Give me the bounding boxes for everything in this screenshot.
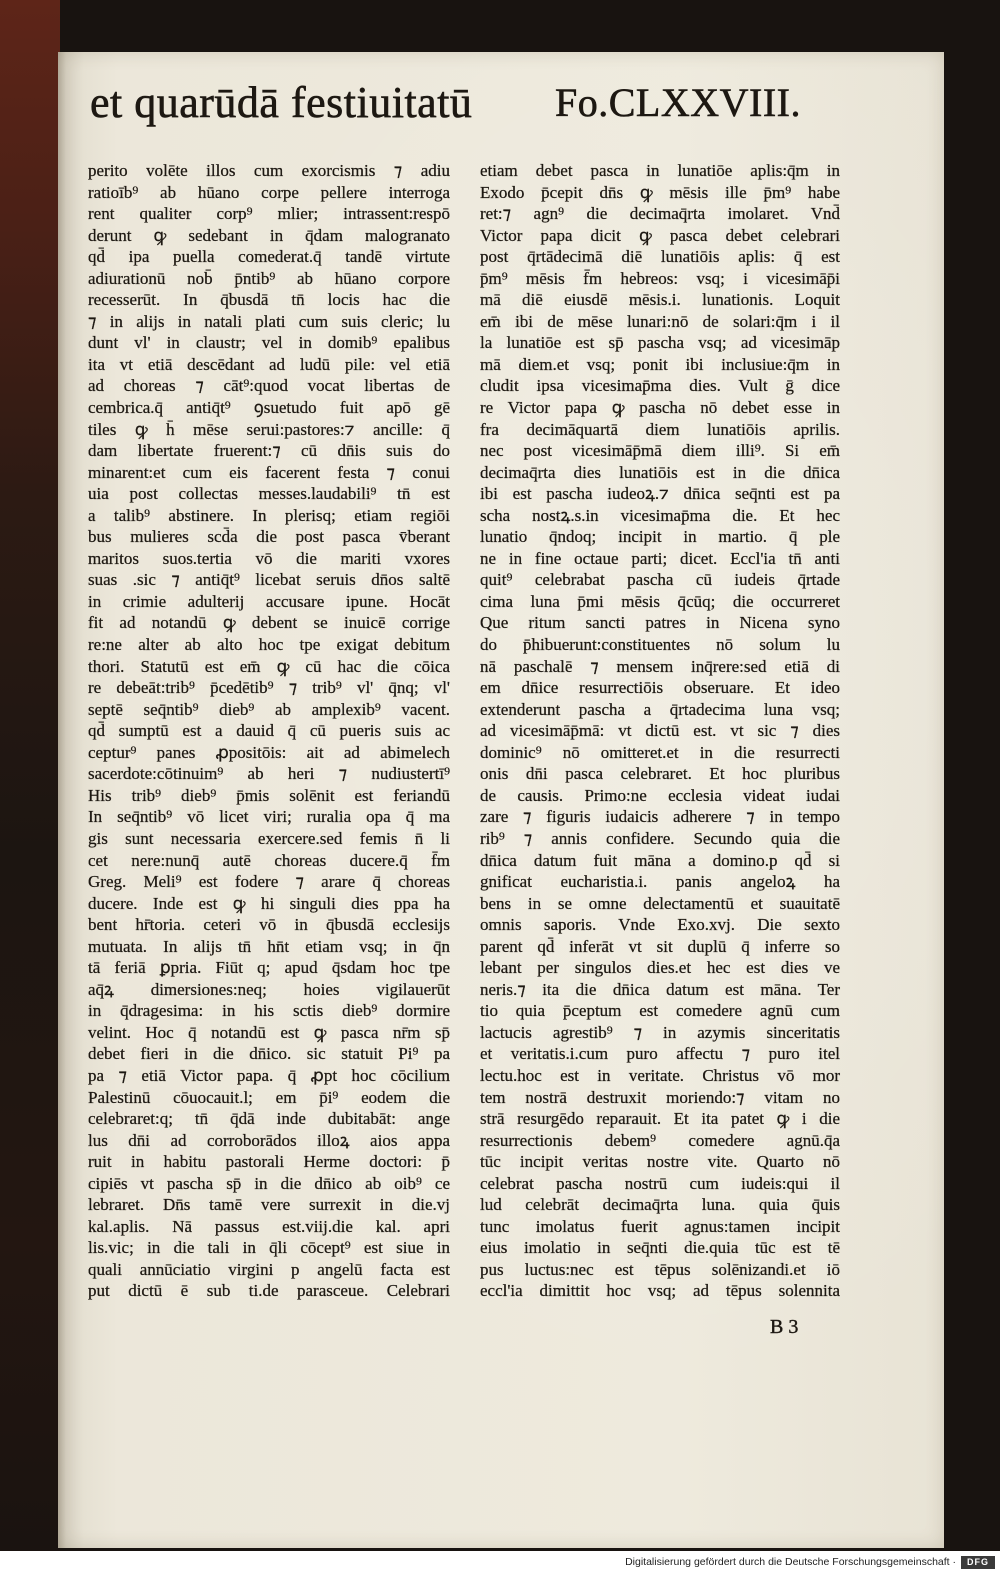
text-line: maritos suos.tertia vō die mariti vxores [88,548,450,568]
text-line: neris.⁊ ita die dn̄ica datum est māna. Ter [480,979,840,999]
text-line: re Victor papa ꝙ pascha nō debet esse in [480,398,840,418]
text-line: dunt vl' in claustr; vel in domib⁹ epalibus [88,333,450,353]
footer-credit: Digitalisierung gefördert durch die Deutsche Forschungsgemeinschaft · [625,1556,956,1568]
text-column-right [480,160,840,1302]
text-line: eccl'ia dimittit hoc vsq; ad tēpus solennita [480,1281,840,1301]
text-line: tunc imolatus fuerit agnus:tamen incipit [480,1216,840,1236]
text-line: p̄m⁹ mēsis f̄m hebreos: vsq; i vicesimāp̄i [480,268,840,288]
text-line: ruit in habitu pastorali Herme doctori: p̄ [88,1152,450,1172]
text-line: strā resurgēdo reparauit. Et ita patet ꝙ i die [480,1109,840,1129]
text-line: dominic⁹ nō omitteret.et in die resurrecti [480,742,840,762]
text-line: do p̄hibuerunt:constituentes nō solum lu [480,635,840,655]
text-line: ad vicesimāp̄mā: vt dictū est. vt sic ⁊ dies [480,721,840,741]
text-line: Exodo p̄cepit dn̄s ꝙ mēsis ille p̄m⁹ habe [480,182,840,202]
text-line: suas .sic ⁊ antiq̄t⁹ licebat seruis dn̄os saltē [88,570,450,590]
text-line: tem nostrā destruxit moriendo:⁊ vitam no [480,1087,840,1107]
text-line: scha nostꝝ.s.in vicesimap̄ma die. Et hec [480,505,840,525]
text-line: de causis. Primo:ne ecclesia videat iudai [480,785,840,805]
text-line: re debeāt:trib⁹ p̄cedētib⁹ ⁊ trib⁹ vl' q̄nq; vl' [88,678,450,698]
text-line: extenderunt pascha a q̄rtadecima luna vsq; [480,699,840,719]
text-line: thori. Statutū est em̄ ꝙ cū hac die cōica [88,656,450,676]
text-line: cima luna p̄mi mēsis q̄cūq; die occurreret [480,591,840,611]
text-line: cembrica.q̄ antiq̄t⁹ ꝯsuetudo fuit apō gē [88,398,450,418]
book-page [58,52,944,1548]
text-line: mutuata. In alijs tn̄ hn̄t etiam vsq; in q̄n [88,936,450,956]
text-line: celebraret:q; tn̄ q̄dā inde dubitabāt: ange [88,1109,450,1129]
text-line: His trib⁹ dieb⁹ p̄mis solēnit est feriandū [88,785,450,805]
text-line: Victor papa dicit ꝙ pasca debet celebrari [480,225,840,245]
text-line: Palestinū cōuocauit.l; em p̄i⁹ eodem die [88,1087,450,1107]
text-line: lud celebrāt decimaq̄rta luna. quia q̄uis [480,1195,840,1215]
text-line: dn̄ica datum fuit māna a domino.p qd̄ si [480,850,840,870]
text-line: qd̄ ipa puella comederat.q̄ tandē virtute [88,247,450,267]
text-line: septē seq̄ntib⁹ dieb⁹ ab amplexib⁹ vacent. [88,699,450,719]
text-line: quali annūciatio virgini p angelū facta est [88,1259,450,1279]
text-line: etiam debet pasca in lunatiōe aplis:q̄m in [480,161,840,180]
text-line: a talib⁹ abstinere. In plerisq; etiam regiōi [88,505,450,525]
text-line: omnis saporis. Vnde Exo.xvj. Die sexto [480,915,840,935]
text-line: velint. Hoc q̄ notandū est ꝙ pasca nr̄m sp̄ [88,1022,450,1042]
text-line: bus mulieres scd̄a die post pasca v̄berant [88,527,450,547]
text-line: minarent:et cum eis facerent festa ⁊ conui [88,462,450,482]
text-line: post q̄rtādecimā diē lunatiōis aplis: q̄ est [480,247,840,267]
text-line: in q̄dragesima: in his sctis dieb⁹ dormire [88,1001,450,1021]
text-line: In seq̄ntib⁹ vō licet viri; ruralia opa q̄ ma [88,807,450,827]
text-line: adiurationū nob̄ p̄ntib⁹ ab hūano corpore [88,268,450,288]
text-line: derunt ꝙ sedebant in q̄dam malogranato [88,225,450,245]
text-column-left [88,160,450,1302]
text-line: re:ne alter ab alto hoc tpe exigat debitum [88,635,450,655]
text-line: zare ⁊ figuris iudaicis adherere ⁊ in tempo [480,807,840,827]
text-line: uia post collectas messes.laudabili⁹ tn̄ est [88,484,450,504]
text-line: lactucis agrestib⁹ ⁊ in azymis sinceritatis [480,1022,840,1042]
text-line: lectu.hoc est in veritate. Christus vō mor [480,1065,840,1085]
text-line: lebraret. Dn̄s tamē vere surrexit in die.vj [88,1195,450,1215]
book-binding-edge [0,0,60,1551]
text-line: lus dn̄i ad corroborādos illoꝝ aios appa [88,1130,450,1150]
text-line: lebant per singulos dies.et hec est dies ve [480,958,840,978]
text-line: parent qd̄ inferāt vt sit duplū q̄ inferre so [480,936,840,956]
text-line: tā feriā ꝑpria. Fiūt q; apud q̄sdam hoc tpe [88,958,450,978]
text-line: et veritatis.i.cum puro affectu ⁊ puro itel [480,1044,840,1064]
text-line: tio quia p̄ceptum est comedere agnū cum [480,1001,840,1021]
text-line: kal.aplis. Nā passus est.viij.die kal. apri [88,1216,450,1236]
text-line: ita vt etiā descēdant ad ludū pile: vel etiā [88,354,450,374]
text-line: fra decimāquartā diem lunatiōis aprilis. [480,419,840,439]
text-line: rib⁹ ⁊ annis confidere. Secundo quia die [480,828,840,848]
text-line: tiles ꝙ h̄ mēse serui:pastores:⁊ ancille: q̄ [88,419,450,439]
text-line: tūc incipit veritas nostre vite. Quarto nō [480,1152,840,1172]
text-line: celebrat pascha nostrū cum iudeis:qui il [480,1173,840,1193]
text-line: quit⁹ celebrabat pascha cū iudeis q̄rtade [480,570,840,590]
text-line: pus luctus:nec est tēpus solēnizandi.et iō [480,1259,840,1279]
text-line: gis sunt necessaria exercere.sed femis n̄ li [88,828,450,848]
folio-number: Fo.CLXXVIII. [555,80,801,125]
text-line: Que ritum sancti patres in Nicena syno [480,613,840,633]
signature-mark: B 3 [770,1316,799,1338]
text-line: nec post vicesimāp̄mā diem illi⁹. Si em̄ [480,441,840,461]
text-line: ceptur⁹ panes ꝓpositōis: ait ad abimelech [88,742,450,762]
text-line: dam libertate fruerent:⁊ cū dn̄is suis do [88,441,450,461]
text-line: cipiēs vt pascha sp̄ in die dn̄ico ab oib⁹ ce [88,1173,450,1193]
text-line: qd̄ sumptū est a dauid q̄ cū pueris suis ac [88,721,450,741]
text-line: ibi est pascha iudeoꝝ.⁊ dn̄ica seq̄nti est pa [480,484,840,504]
footer-bar [0,1551,1000,1573]
text-line: put dictū ē sub ti.de parasceue. Celebrari [88,1281,450,1301]
text-line: Greg. Meli⁹ est fodere ⁊ arare q̄ choreas [88,872,450,892]
text-line: em dn̄ice resurrectiōis obseruare. Et ideo [480,678,840,698]
text-line: ratioīb⁹ ab hūano corpe pellere interroga [88,182,450,202]
text-line: bent hr̄toria. ceteri vō in q̄busdā ecclesijs [88,915,450,935]
text-line: cludit ipsa vicesimap̄ma dies. Vult ḡ dice [480,376,840,396]
text-line: ret:⁊ agn⁹ die decimaq̄rta imolaret. Vnd̄ [480,204,840,224]
text-line: recesserūt. In q̄busdā tn̄ locis hac die [88,290,450,310]
text-line: in crimie adulterij accusare ipune. Hocāt [88,591,450,611]
text-line: lunatio q̄ndoq; incipit in martio. q̄ ple [480,527,840,547]
text-line: nā paschalē ⁊ mensem inq̄rere:sed etiā di [480,656,840,676]
dfg-logo: DFG [961,1556,995,1569]
text-line: eius imolatio in seq̄nti die.quia tūc est tē [480,1238,840,1258]
text-line: ⁊ in alijs in natali plati cum suis cleric; lu [88,311,450,331]
text-line: ducere. Inde est ꝙ hi singuli dies ppa ha [88,893,450,913]
text-line: resurrectionis debem⁹ comedere agnū.q̄a [480,1130,840,1150]
text-line: debet fieri in die dn̄ico. sic statuit Pi⁹ pa [88,1044,450,1064]
text-line: decimaq̄rta dies lunatiōis est in die dn̄ica [480,462,840,482]
text-line: em̄ ibi de mēse lunari:nō de solari:q̄m i il [480,311,840,331]
text-line: cet nere:nunq̄ autē choreas ducere.q̄ f̄m [88,850,450,870]
text-line: pa ⁊ etiā Victor papa. q̄ ꝓpt hoc cōcilium [88,1065,450,1085]
text-line: aq̄ꝝ dimersiones:neq; hoies vigilauerūt [88,979,450,999]
text-line: mā diem.et vsq; ponit ibi inclusiue:q̄m in [480,354,840,374]
text-line: ad choreas ⁊ cāt⁹:quod vocat libertas de [88,376,450,396]
text-line: sacerdote:cōtinuim⁹ ab heri ⁊ nudiustertī⁹ [88,764,450,784]
text-line: ne in fine octaue parti; dicet. Eccl'ia tn̄ anti [480,548,840,568]
text-line: fit ad notandū ꝙ debent se inuicē corrige [88,613,450,633]
text-line: perito volēte illos cum exorcismis ⁊ adiu [88,161,450,180]
text-line: mā diē eiusdē mēsis.i. lunationis. Loquit [480,290,840,310]
text-line: lis.vic; in die tali in q̄li cōcept⁹ est siue in [88,1238,450,1258]
text-line: bens in se omne delectamentū et suauitatē [480,893,840,913]
text-line: gnificat eucharistia.i. panis angeloꝝ ha [480,872,840,892]
text-line: la lunatiōe est sp̄ pascha vsq; ad vicesimāp [480,333,840,353]
text-line: onis dn̄i pasca celebraret. Et hoc pluribus [480,764,840,784]
text-line: rent qualiter corp⁹ mlier; intrassent:respō [88,204,450,224]
running-title: et quarūdā festiuitatū [90,78,473,127]
